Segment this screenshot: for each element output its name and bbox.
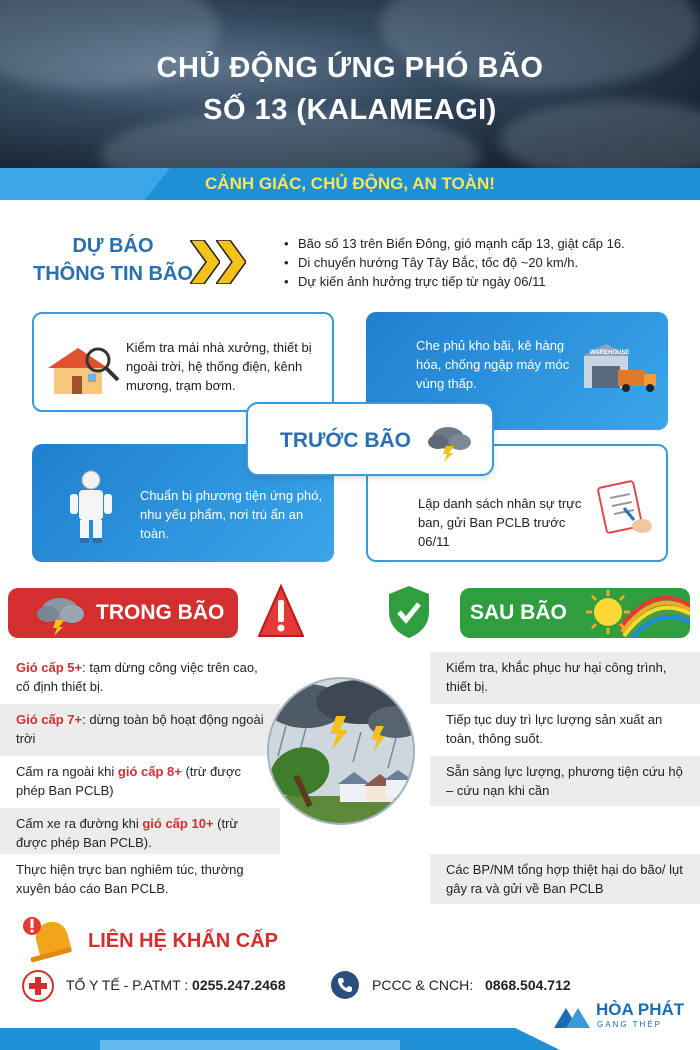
page-title-line1: CHỦ ĐỘNG ỨNG PHÓ BÃO	[156, 52, 544, 84]
before-card-roster-text: Lập danh sách nhân sự trực ban, gửi Ban PCLB trước 06/11	[418, 496, 582, 549]
house-inspect-icon	[44, 342, 122, 396]
before-storm-label: TRƯỚC BÃO	[280, 429, 411, 452]
before-card-prepare-text: Chuẩn bị phương tiện ứng phó, nhu yếu phẩm, nơi trú ẩn an toàn.	[140, 488, 323, 541]
after-row: Sẵn sàng lực lượng, phương tiện cứu hộ – cứu nạn khi cần	[430, 756, 700, 806]
during-row: Gió cấp 7+: dừng toàn bộ hoạt động ngoài trời	[0, 704, 280, 756]
forecast-item: • Dự kiến ảnh hưởng trực tiếp từ ngày 06/11	[282, 272, 692, 291]
contact-medical	[66, 977, 285, 993]
contact-medical-label: TỔ Y TẾ - P.ATMT :	[66, 977, 193, 993]
during-storm-pill	[8, 588, 238, 638]
contact-fire-label: PCCC & CNCH:	[372, 977, 474, 993]
wind-level-highlight: gió cấp 8+	[117, 764, 182, 779]
contact-title: LIÊN HỆ KHẨN CẤP	[88, 930, 279, 952]
storm-scene-illustration	[266, 676, 416, 826]
forecast-item: • Di chuyển hướng Tây Tây Bắc, tốc độ ~20 km/h.	[282, 253, 692, 272]
before-card-inspect	[32, 312, 334, 412]
after-row	[430, 806, 700, 854]
forecast-title	[18, 232, 208, 288]
medical-cross-icon	[22, 970, 54, 1002]
forecast-item: • Bão số 13 trên Biển Đông, gió mạnh cấp 13, giật cấp 16.	[282, 234, 692, 253]
during-row: Thực hiện trực ban nghiêm túc, thường xuyên báo cáo Ban PCLB.	[16, 862, 244, 896]
warehouse-sign: WAREHOUSE	[590, 350, 630, 356]
protective-suit-icon	[66, 468, 116, 544]
during-row: Cấm xe ra đường khi gió cấp 10+ (trừ được phép Ban PCLB).	[0, 808, 280, 854]
footer-band-accent	[100, 1040, 400, 1050]
chevron-right-icon	[216, 240, 246, 284]
after-storm-pill	[460, 588, 690, 638]
during-row: Cấm ra ngoài khi gió cấp 8+ (trừ được phép Ban PCLB)	[16, 764, 241, 798]
slogan-bar	[0, 168, 700, 200]
warning-icon	[258, 584, 304, 640]
slogan-text: CẢNH GIÁC, CHỦ ĐỘNG, AN TOÀN!	[205, 174, 495, 193]
checklist-icon	[594, 480, 654, 538]
after-storm-label: SAU BÃO	[470, 601, 567, 624]
forecast-list	[282, 234, 692, 291]
forecast-title-line1: DỰ BÁO	[72, 235, 154, 257]
forecast-title-line2: THÔNG TIN BÃO	[33, 263, 193, 285]
hero-banner	[0, 0, 700, 170]
after-row: Tiếp tục duy trì lực lượng sản xuất an toàn, thông suốt.	[446, 712, 663, 746]
after-row: Các BP/NM tổng hợp thiệt hại do bão/ lụt gây ra và gửi về Ban PCLB	[430, 854, 700, 904]
shield-check-icon	[386, 584, 432, 640]
contact-fire-phone[interactable]: 0868.504.712	[485, 977, 571, 993]
before-card-cover-text: Che phủ kho bãi, kê hàng hóa, chống ngập máy móc vùng thấp.	[416, 338, 570, 391]
storm-cloud-icon	[424, 422, 474, 462]
after-row: Kiểm tra, khắc phục hư hại công trình, thiết bị.	[430, 652, 700, 704]
contact-fire	[372, 977, 571, 993]
storm-cloud-icon	[32, 592, 90, 636]
bell-alert-icon	[18, 914, 74, 964]
during-row: Gió cấp 5+: tạm dừng công việc trên cao, cố định thiết bị.	[16, 660, 258, 694]
brand-sub: GANG THÉP	[597, 1020, 662, 1029]
sun-rainbow-icon	[580, 588, 690, 638]
before-card-inspect-text: Kiểm tra mái nhà xưởng, thiết bị ngoài trời, hệ thống điện, kênh mương, trạm bơm.	[126, 340, 312, 393]
brand-name: HÒA PHÁT	[596, 1000, 685, 1019]
before-storm-label-box	[246, 402, 494, 476]
during-storm-label: TRONG BÃO	[96, 601, 225, 624]
contact-medical-phone[interactable]: 0255.247.2468	[192, 977, 286, 993]
wind-level-highlight: Gió cấp 5+	[16, 660, 83, 675]
phone-icon	[330, 970, 360, 1000]
page-title-line2: SỐ 13 (KALAMEAGI)	[203, 94, 497, 126]
wind-level-highlight: Gió cấp 7+	[16, 712, 83, 727]
wind-level-highlight: gió cấp 10+	[142, 816, 214, 831]
hoa-phat-logo-icon	[552, 1000, 592, 1030]
